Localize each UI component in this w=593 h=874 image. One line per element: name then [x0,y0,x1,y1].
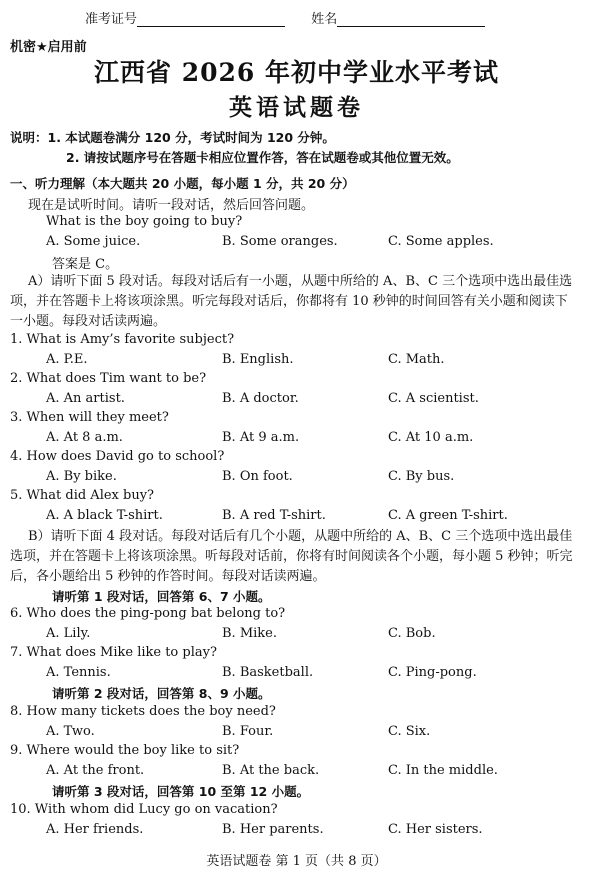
q6-option-a: A. Lily. [46,626,91,641]
dialogue-1-instruction: 请听第 1 段对话，回答第 6、7 小题。 [52,589,271,604]
q5-option-a: A. A black T-shirt. [46,508,163,523]
exam-number-label: 准考证号 [85,12,138,27]
question-10: 10. With whom did Lucy go on vacation? [10,802,278,817]
example-answer: 答案是 C。 [52,257,119,272]
question-1: 1. What is Amy’s favorite subject? [10,332,235,347]
q5-option-b: B. A red T-shirt. [222,508,326,523]
q10-option-a: A. Her friends. [46,822,144,837]
dialogue-2-instruction: 请听第 2 段对话，回答第 8、9 小题。 [52,686,271,701]
q7-option-a: A. Tennis. [46,665,111,680]
q2-option-c: C. A scientist. [388,391,479,406]
example-option-b: B. Some oranges. [222,234,338,249]
q8-option-a: A. Two. [46,724,95,739]
q2-option-a: A. An artist. [46,391,125,406]
question-8: 8. How many tickets does the boy need? [10,704,276,719]
q7-option-c: C. Ping-pong. [388,665,477,680]
part-b-instructions: B）请听下面 4 段对话。每段对话后有几个小题，从题中所给的 A、B、C 三个选项中选出最佳选项，并在答题卡上将该项涂黑。听每段对话前，你将有时间阅读各个小题，每小题 5 秒钟；听完后，各小题给出 5 秒钟的作答时间。每段对话读两遍。 [10,529,573,584]
candidate-info-line [85,8,485,27]
question-2: 2. What does Tim want to be? [10,371,207,386]
q8-option-b: B. Four. [222,724,274,739]
q2-option-b: B. A doctor. [222,391,299,406]
q9-option-c: C. In the middle. [388,763,498,778]
q3-option-c: C. At 10 a.m. [388,430,474,445]
page-footer: 英语试题卷 第 1 页（共 8 页） [206,854,387,869]
example-option-c: C. Some apples. [388,234,494,249]
exam-subtitle: 英语试题卷 [229,95,364,121]
q5-option-c: C. A green T-shirt. [388,508,508,523]
name-label: 姓名 [311,12,338,27]
q1-option-c: C. Math. [388,352,445,367]
notes-line-1: 说明：1. 本试题卷满分 120 分，考试时间为 120 分钟。 [10,130,335,145]
question-3: 3. When will they meet? [10,410,169,425]
q3-option-a: A. At 8 a.m. [46,430,123,445]
q10-option-b: B. Her parents. [222,822,324,837]
question-5: 5. What did Alex buy? [10,488,155,503]
q6-option-b: B. Mike. [222,626,277,641]
example-option-a: A. Some juice. [46,234,141,249]
section-intro: 现在是试听时间。请听一段对话，然后回答问题。 [28,198,315,213]
q8-option-c: C. Six. [388,724,431,739]
q10-option-c: C. Her sisters. [388,822,483,837]
q4-option-a: A. By bike. [46,469,117,484]
q3-option-b: B. At 9 a.m. [222,430,300,445]
part-a-instructions: A）请听下面 5 段对话。每段对话后有一小题，从题中所给的 A、B、C 三个选项中选出最佳选项，并在答题卡上将该项涂黑。听完每段对话后，你都将有 10 秒钟的时间回答有关小题和阅读下一小题。每段对话读两遍。 [10,274,573,329]
name-blank [337,12,485,27]
question-7: 7. What does Mike like to play? [10,645,217,660]
section-title: 一、听力理解（本大题共 20 小题，每小题 1 分，共 20 分） [10,176,355,191]
example-question: What is the boy going to buy? [46,214,243,229]
question-6: 6. Who does the ping-pong bat belong to? [10,606,286,621]
question-9: 9. Where would the boy like to sit? [10,743,240,758]
q1-option-b: B. English. [222,352,294,367]
q4-option-b: B. On foot. [222,469,293,484]
q9-option-a: A. At the front. [46,763,145,778]
question-4: 4. How does David go to school? [10,449,225,464]
q7-option-b: B. Basketball. [222,665,314,680]
q1-option-a: A. P.E. [46,352,88,367]
exam-number-blank [137,12,285,27]
q4-option-c: C. By bus. [388,469,455,484]
q9-option-b: B. At the back. [222,763,320,778]
exam-title: 江西省 2026 年初中学业水平考试 [94,58,499,87]
dialogue-3-instruction: 请听第 3 段对话，回答第 10 至第 12 小题。 [52,784,310,799]
notes-line-2: 2. 请按试题序号在答题卡相应位置作答，答在试题卷或其他位置无效。 [66,150,459,165]
confidential-badge: 机密★启用前 [10,40,87,55]
q6-option-c: C. Bob. [388,626,436,641]
